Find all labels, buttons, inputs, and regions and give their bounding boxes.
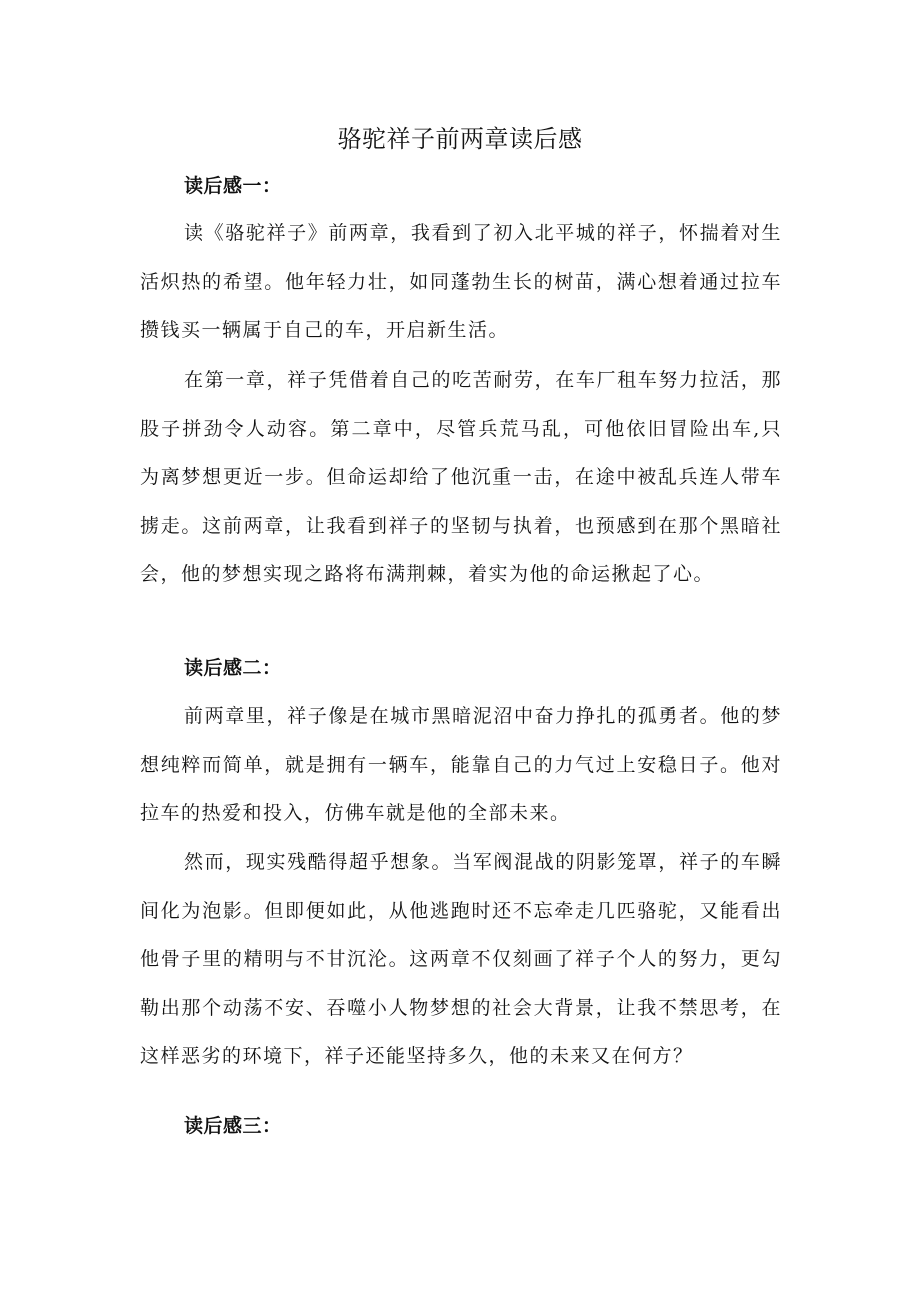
document-title: 骆驼祥子前两章读后感: [337, 125, 583, 153]
section-2-paragraph-1: 前两章里，祥子像是在城市黑暗泥沼中奋力挣扎的孤勇者。他的梦想纯粹而简单，就是拥有一辆车，能靠自己的力气过上安稳日子。他对拉车的热爱和投入，仿佛车就是他的全部未来。: [140, 705, 782, 824]
section-1-paragraph-1: 读《骆驼祥子》前两章，我看到了初入北平城的祥子，怀揣着对生活炽热的希望。他年轻力壮，如同蓬勃生长的树苗，满心想着通过拉车攒钱买一辆属于自己的车，开启新生活。: [140, 222, 782, 341]
section-2-paragraph-2: 然而，现实残酷得超乎想象。当军阀混战的阴影笼罩，祥子的车瞬间化为泡影。但即便如此，从他逃跑时还不忘牵走几匹骆驼，又能看出他骨子里的精明与不甘沉沦。这两章不仅刻画了祥子个人的努力，更勾勒出那个动荡不安、吞噬小人物梦想的社会大背景，让我不禁思考，在这样恶劣的环境下，祥子还能坚持多久，他的未来又在何方？: [140, 851, 782, 1067]
section-heading-2: 读后感二：: [184, 657, 282, 679]
section-heading-3: 读后感三：: [184, 1115, 282, 1137]
section-heading-1: 读后感一：: [184, 175, 282, 197]
section-1-paragraph-2: 在第一章，祥子凭借着自己的吃苦耐劳，在车厂租车努力拉活，那股子拼劲令人动容。第二章中，尽管兵荒马乱，可他依旧冒险出车,只为离梦想更近一步。但命运却给了他沉重一击，在途中被乱兵连人带车掳走。这前两章，让我看到祥子的坚韧与执着，也预感到在那个黑暗社会，他的梦想实现之路将布满荆棘，着实为他的命运揪起了心。: [140, 369, 782, 585]
